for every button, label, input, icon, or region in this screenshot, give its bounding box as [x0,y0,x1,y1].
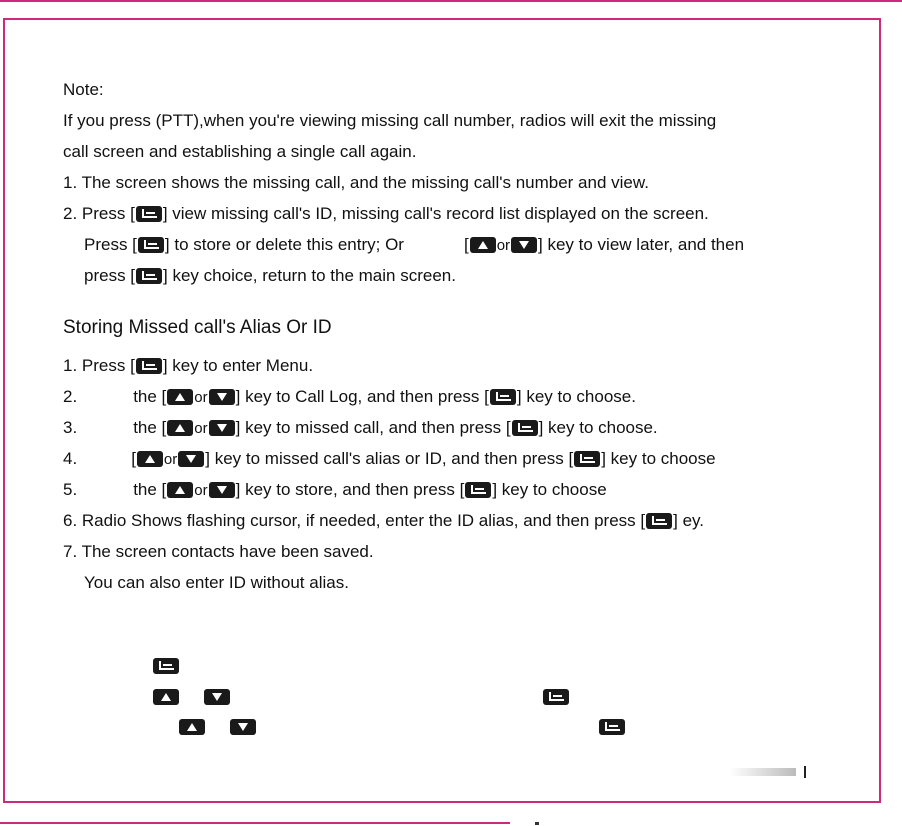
menu-key-icon [136,206,162,222]
note-item-2-cont: Press [ ] to store or delete this entry; Or [ or ] key to view later, and then [84,235,745,254]
note-item-1: 1. The screen shows the missing call, and the missing call's number and view. [63,173,649,192]
down-arrow-key-icon [209,482,235,498]
crop-mark [0,822,510,824]
step-5: 5. the [ or ] key to store, and then press [ ] key to choose [63,480,607,499]
menu-key-icon [599,719,625,735]
menu-key-icon [512,420,538,436]
step-1: 1. Press [ ] key to enter Menu. [63,356,314,375]
step-2: 2. the [ or ] key to Call Log, and then press [ ] key to choose. [63,387,636,406]
up-arrow-key-icon [167,389,193,405]
menu-key-icon [574,451,600,467]
menu-key-icon [543,689,569,705]
menu-key-icon [465,482,491,498]
note-item-2: 2. Press [ ] view missing call's ID, missing call's record list displayed on the screen. [63,204,709,223]
menu-key-icon [153,658,179,674]
crop-mark [535,822,539,825]
note-item-2-end: press [ ] key choice, return to the main screen. [84,266,456,285]
up-arrow-key-icon [153,689,179,705]
up-arrow-key-icon [167,420,193,436]
crop-mark [0,0,902,2]
section-heading: Storing Missed call's Alias Or ID [63,317,332,338]
down-arrow-key-icon [209,389,235,405]
menu-key-icon [138,237,164,253]
menu-key-icon [490,389,516,405]
step-7-cont: You can also enter ID without alias. [84,573,349,592]
footer-tick [804,766,806,778]
down-arrow-key-icon [511,237,537,253]
note-line-1: If you press (PTT),when you're viewing missing call number, radios will exit the missing [63,111,717,130]
menu-key-icon [136,268,162,284]
step-4: 4. [ or ] key to missed call's alias or ID, and then press [ ] key to choose [63,449,716,468]
down-arrow-key-icon [178,451,204,467]
up-arrow-key-icon [470,237,496,253]
page-frame [3,18,881,803]
menu-key-icon [136,358,162,374]
down-arrow-key-icon [204,689,230,705]
menu-key-icon [646,513,672,529]
note-line-2: call screen and establishing a single call again. [63,142,417,161]
up-arrow-key-icon [167,482,193,498]
up-arrow-key-icon [137,451,163,467]
up-arrow-key-icon [179,719,205,735]
down-arrow-key-icon [209,420,235,436]
down-arrow-key-icon [230,719,256,735]
step-7: 7. The screen contacts have been saved. [63,542,374,561]
note-label: Note: [63,80,104,99]
step-3: 3. the [ or ] key to missed call, and then press [ ] key to choose. [63,418,658,437]
footer-gradient-bar [730,768,796,776]
step-6: 6. Radio Shows flashing cursor, if needed, enter the ID alias, and then press [ ] ey. [63,511,704,530]
